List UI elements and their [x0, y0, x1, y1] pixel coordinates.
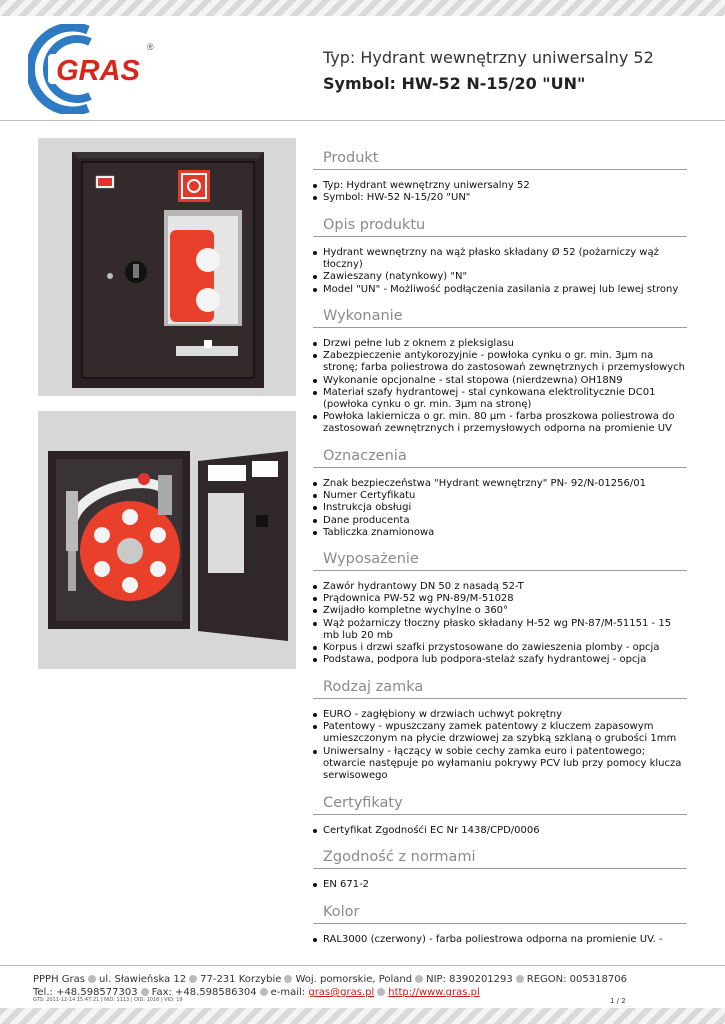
section-title: Wykonanie	[313, 308, 687, 328]
header-title: Typ: Hydrant wewnętrzny uniwersalny 52	[323, 48, 654, 67]
logo-text: GRAS	[56, 55, 140, 87]
nip: NIP: 8390201293	[426, 974, 513, 985]
list-item: RAL3000 (czerwony) - farba poliestrowa odporna na promienie UV. -	[313, 934, 687, 946]
section-opis-produktu	[313, 217, 687, 296]
header-symbol: Symbol: HW-52 N-15/20 "UN"	[323, 74, 586, 93]
list-item: Hydrant wewnętrzny na wąż płasko składany Ø 52 (pożarniczy wąż tłoczny)	[313, 247, 687, 271]
footer-address-line	[33, 973, 627, 986]
list-item: Numer Certyfikatu	[313, 490, 687, 502]
list-item: Model "UN" - Możliwość podłączenia zasilania z prawej lub lewej strony	[313, 284, 687, 296]
email-link[interactable]: gras@gras.pl	[308, 987, 375, 998]
header-divider	[0, 120, 725, 121]
section-zgodnosc-z-normami	[313, 849, 687, 891]
list-item: Dane producenta	[313, 515, 687, 527]
company-name: PPPH Gras	[33, 974, 85, 985]
separator-dot-icon	[516, 975, 524, 983]
page-number: 1 / 2	[610, 997, 626, 1005]
section-title: Wyposażenie	[313, 551, 687, 571]
list-item: EURO - zagłębiony w drzwiach uchwyt pokrętny	[313, 709, 687, 721]
postal-city: 77-231 Korzybie	[200, 974, 282, 985]
region-country: Woj. pomorskie, Poland	[295, 974, 413, 985]
separator-dot-icon	[260, 988, 268, 996]
list-item: Wykonanie opcjonalne - stal stopowa (nierdzewna) OH18N9	[313, 375, 687, 387]
section-rodzaj-zamka	[313, 679, 687, 782]
street: ul. Sławieńska 12	[99, 974, 187, 985]
section-wykonanie	[313, 308, 687, 436]
section-title: Zgodność z normami	[313, 849, 687, 869]
list-item: Instrukcja obsługi	[313, 502, 687, 514]
list-item: Certyfikat Zgodnośći EC Nr 1438/CPD/0006	[313, 825, 687, 837]
section-title: Produkt	[313, 150, 687, 170]
separator-dot-icon	[141, 988, 149, 996]
closed-cabinet-illustration	[38, 138, 296, 396]
list-item: Materiał szafy hydrantowej - stal cynkowana elektrolitycznie DC01 (powłoka cynku o gr. min. 3µm na stronę)	[313, 387, 687, 411]
list-item: Symbol: HW-52 N-15/20 "UN"	[313, 192, 687, 204]
list-item: Zwijadło kompletne wychylne o 360°	[313, 605, 687, 617]
separator-dot-icon	[415, 975, 423, 983]
bottom-stripe-bar	[0, 1008, 725, 1024]
list-item: Podstawa, podpora lub podpora-stelaż szafy hydrantowej - opcja	[313, 654, 687, 666]
list-item: Wąż pożarniczy tłoczny płasko składany H-52 wg PN-87/M-51151 - 15 mb lub 20 mb	[313, 618, 687, 642]
list-item: EN 671-2	[313, 879, 687, 891]
section-title: Kolor	[313, 904, 687, 924]
section-title: Opis produktu	[313, 217, 687, 237]
email-label: e-mail:	[270, 987, 306, 998]
section-title: Oznaczenia	[313, 448, 687, 468]
fax: Fax: +48.598586304	[151, 987, 257, 998]
list-item: Drzwi pełne lub z oknem z pleksiglasu	[313, 338, 687, 350]
separator-dot-icon	[189, 975, 197, 983]
product-photo-open-cabinet	[38, 411, 296, 669]
list-item: Typ: Hydrant wewnętrzny uniwersalny 52	[313, 180, 687, 192]
footer-meta: GTS: 2011-12-14 15:47:21 | NID: 1113 | OID: 1016 | VID: 19	[33, 997, 183, 1003]
list-item: Uniwersalny - łączący w sobie cechy zamka euro i patentowego; otwarcie następuje po wyłamaniu pokrywy PCV lub przy pomocy klucza serwisowego	[313, 746, 687, 783]
footer-divider	[0, 965, 725, 966]
section-produkt	[313, 150, 687, 204]
section-title: Rodzaj zamka	[313, 679, 687, 699]
list-item: Patentowy - wpuszczany zamek patentowy z kluczem zapasowym umieszczonym na płycie drzwiowej za szybką szklaną o grubości 1mm	[313, 721, 687, 745]
open-cabinet-illustration	[38, 411, 296, 669]
product-photo-closed-cabinet	[38, 138, 296, 396]
list-item: Znak bezpieczeństwa "Hydrant wewnętrzny" PN- 92/N-01256/01	[313, 478, 687, 490]
separator-dot-icon	[377, 988, 385, 996]
section-title: Certyfikaty	[313, 795, 687, 815]
list-item: Prądownica PW-52 wg PN-89/M-51028	[313, 593, 687, 605]
registered-mark: ®	[147, 42, 154, 52]
list-item: Tabliczka znamionowa	[313, 527, 687, 539]
website-link[interactable]: http://www.gras.pl	[388, 987, 480, 998]
telephone: Tel.: +48.598577303	[33, 987, 138, 998]
section-certyfikaty	[313, 795, 687, 837]
list-item: Zabezpieczenie antykorozyjnie - powłoka cynku o gr. min. 3µm na stronę; farba poliestrowa do zastosowań zewnętrznych i przemysłowych	[313, 350, 687, 374]
list-item: Korpus i drzwi szafki przystosowane do zawieszenia plomby - opcja	[313, 642, 687, 654]
section-kolor	[313, 904, 687, 946]
section-wyposazenie	[313, 551, 687, 666]
separator-dot-icon	[284, 975, 292, 983]
list-item: Zawór hydrantowy DN 50 z nasadą 52-T	[313, 581, 687, 593]
list-item: Zawieszany (natynkowy) "N"	[313, 271, 687, 283]
gras-logo	[28, 24, 158, 114]
separator-dot-icon	[88, 975, 96, 983]
page-header	[0, 16, 725, 120]
top-stripe-bar	[0, 0, 725, 16]
section-oznaczenia	[313, 448, 687, 539]
list-item: Powłoka lakiernicza o gr. min. 80 µm - farba proszkowa poliestrowa do zastosowań zewnętrznych i przemysłowych odporna na promienie UV	[313, 411, 687, 435]
regon: REGON: 005318706	[526, 974, 627, 985]
footer-contact	[33, 973, 627, 999]
